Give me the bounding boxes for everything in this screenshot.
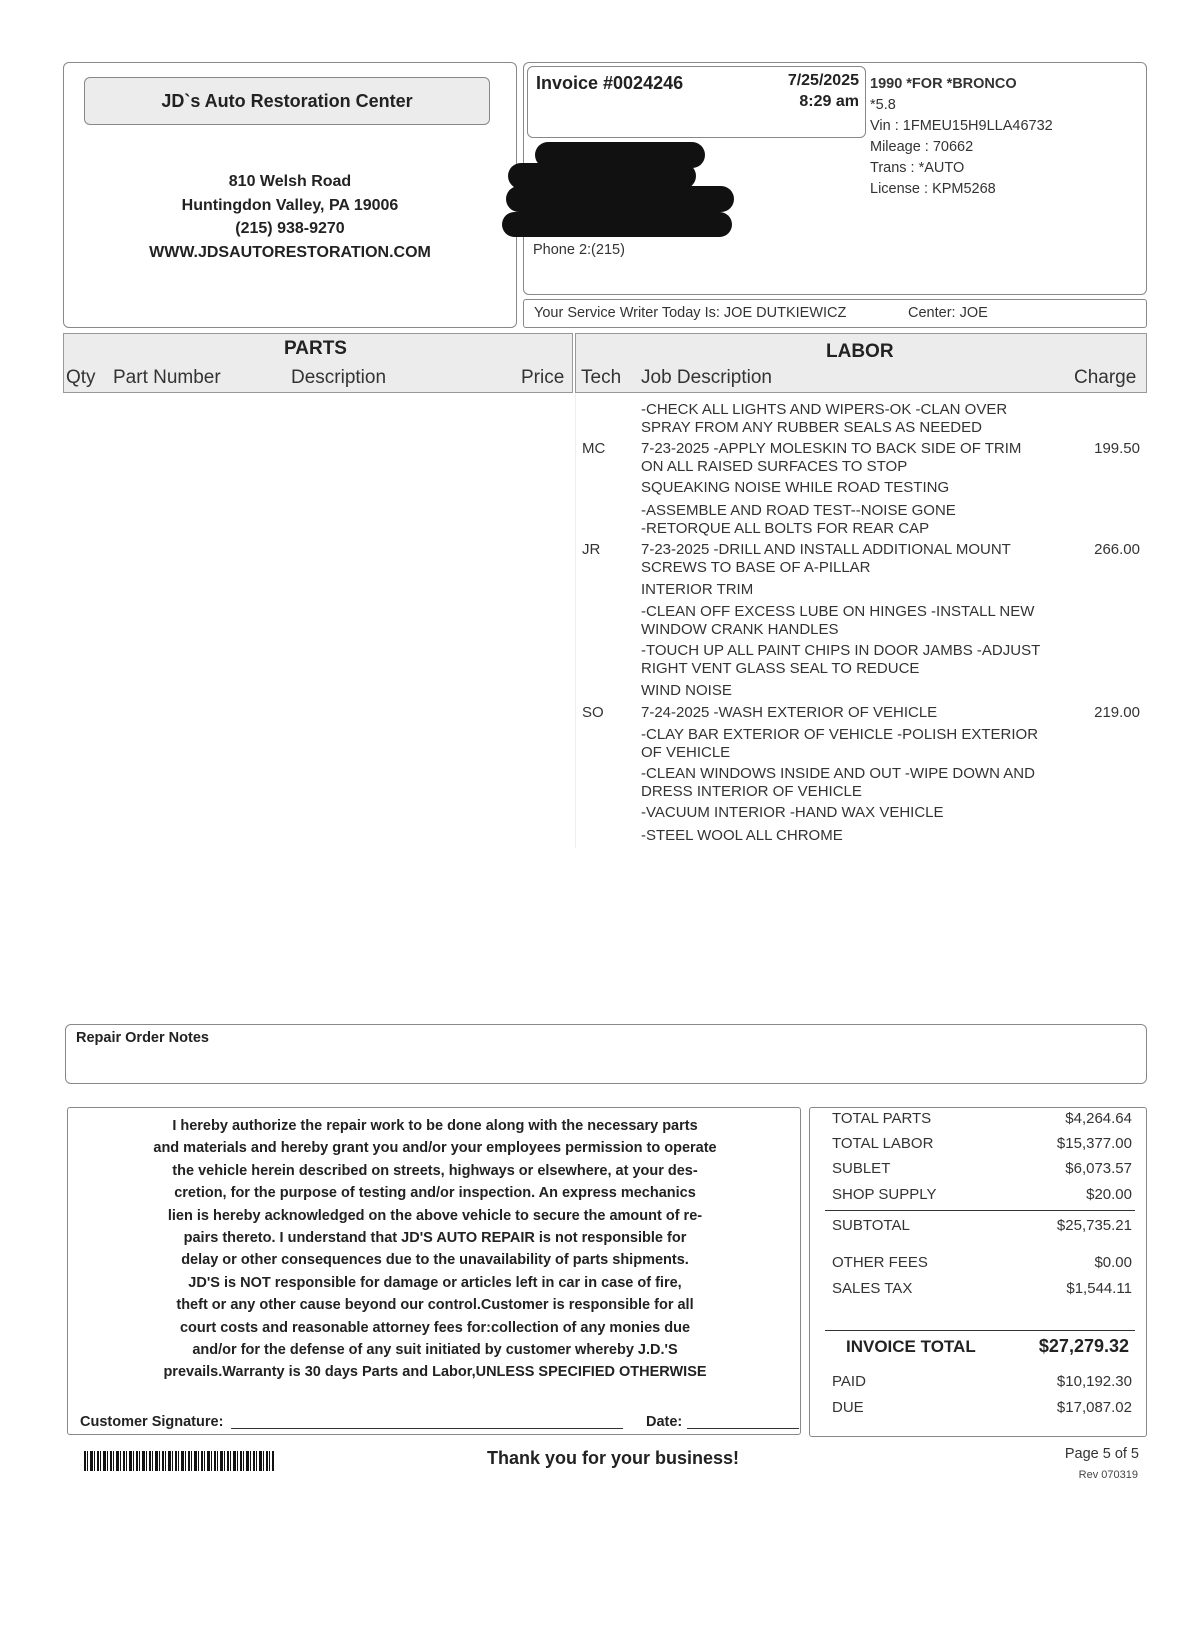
- labor-line: -CLEAN WINDOWS INSIDE AND OUT -WIPE DOWN AND DRESS INTERIOR OF VEHICLE: [641, 765, 1035, 800]
- service-center: Center: JOE: [908, 305, 988, 321]
- labor-line: -STEEL WOOL ALL CHROME: [641, 827, 843, 844]
- labor-line: 7-23-2025 -APPLY MOLESKIN TO BACK SIDE OF TRIM ON ALL RAISED SURFACES TO STOP: [641, 440, 1022, 475]
- column-charge: Charge: [1074, 367, 1137, 388]
- authorization-line: theft or any other cause beyond our control.Customer is responsible for all: [176, 1297, 694, 1314]
- phone-2: Phone 2:(215): [533, 242, 625, 258]
- other-fees-label: OTHER FEES: [832, 1254, 928, 1271]
- invoice-time: 8:29 am: [799, 93, 859, 110]
- authorization-line: delay or other consequences due to the unavailability of parts shipments.: [181, 1252, 689, 1269]
- labor-line: INTERIOR TRIM: [641, 581, 754, 598]
- vehicle-license: License : KPM5268: [870, 181, 996, 197]
- authorization-line: court costs and reasonable attorney fees for:collection of any monies due: [179, 1319, 691, 1336]
- page-number: Page 5 of 5: [1064, 1446, 1139, 1462]
- labor-tech: SO: [582, 704, 604, 721]
- subtotal-divider: [825, 1210, 1135, 1211]
- labor-line: SQUEAKING NOISE WHILE ROAD TESTING: [641, 479, 950, 496]
- barcode: [84, 1451, 274, 1471]
- authorization-line: JD'S is NOT responsible for damage or articles left in car in case of fire,: [188, 1274, 682, 1291]
- subtotal-label: SUBTOTAL: [832, 1217, 910, 1234]
- labor-charge: 219.00: [1094, 704, 1140, 721]
- thank-you-message: Thank you for your business!: [487, 1448, 740, 1468]
- vehicle-engine: *5.8: [870, 97, 896, 113]
- labor-line: -ASSEMBLE AND ROAD TEST--NOISE GONE -RETORQUE ALL BOLTS FOR REAR CAP: [641, 502, 956, 537]
- redaction-bar: [506, 186, 734, 212]
- labor-line: -CLEAN OFF EXCESS LUBE ON HINGES -INSTALL NEW WINDOW CRANK HANDLES: [641, 603, 1035, 638]
- vehicle-model: 1990 *FOR *BRONCO: [870, 76, 1017, 92]
- service-writer-box: [523, 299, 1147, 328]
- shop-supply-value: $20.00: [1086, 1186, 1132, 1203]
- column-tech: Tech: [581, 367, 622, 388]
- authorization-line: lien is hereby acknowledged on the above vehicle to secure the amount of re-: [167, 1207, 703, 1224]
- authorization-text: [70, 1115, 800, 1384]
- labor-line: -TOUCH UP ALL PAINT CHIPS IN DOOR JAMBS -ADJUST RIGHT VENT GLASS SEAL TO REDUCE: [641, 642, 1041, 677]
- sales-tax-label: SALES TAX: [832, 1280, 913, 1297]
- labor-column-divider: [575, 393, 576, 848]
- labor-section-title: LABOR: [826, 341, 894, 362]
- column-job-description: Job Description: [641, 367, 772, 388]
- total-parts-value: $4,264.64: [1065, 1110, 1132, 1127]
- date-line[interactable]: [687, 1428, 799, 1429]
- labor-tech: MC: [582, 440, 606, 457]
- sublet-value: $6,073.57: [1065, 1160, 1132, 1177]
- shop-address-line2: Huntingdon Valley, PA 19006: [181, 196, 399, 214]
- due-label: DUE: [832, 1399, 864, 1416]
- labor-line: WIND NOISE: [641, 682, 732, 699]
- invoice-date: 7/25/2025: [787, 72, 859, 89]
- shop-website: WWW.JDSAUTORESTORATION.COM: [149, 243, 431, 261]
- paid-label: PAID: [832, 1373, 866, 1390]
- invoice-total-divider: [825, 1330, 1135, 1331]
- vehicle-info: [870, 74, 1053, 200]
- redaction-bar: [502, 212, 732, 237]
- column-qty: Qty: [66, 367, 96, 388]
- labor-line: 7-23-2025 -DRILL AND INSTALL ADDITIONAL MOUNT SCREWS TO BASE OF A-PILLAR: [641, 541, 1011, 576]
- sublet-label: SUBLET: [832, 1160, 891, 1177]
- subtotal-value: $25,735.21: [1056, 1217, 1132, 1234]
- shop-address-line1: 810 Welsh Road: [228, 173, 352, 190]
- column-description: Description: [291, 367, 387, 388]
- total-labor-label: TOTAL LABOR: [832, 1135, 934, 1152]
- authorization-line: the vehicle herein described on streets, highways or elsewhere, at your des-: [172, 1162, 698, 1179]
- invoice-number: Invoice #0024246: [536, 73, 684, 93]
- authorization-line: and materials and hereby grant you and/or your employees permission to operate: [153, 1140, 717, 1157]
- parts-section-title: PARTS: [284, 338, 347, 359]
- vehicle-vin: Vin : 1FMEU15H9LLA46732: [870, 118, 1053, 134]
- authorization-line: cretion, for the purpose of testing and/or inspection. An express mechanics: [174, 1185, 696, 1202]
- invoice-total-value: $27,279.32: [1038, 1336, 1129, 1356]
- vehicle-mileage: Mileage : 70662: [870, 139, 974, 155]
- repair-order-notes-box: [65, 1024, 1147, 1084]
- labor-charge: 199.50: [1094, 440, 1140, 457]
- authorization-line: pairs thereto. I understand that JD'S AUTO REPAIR is not responsible for: [183, 1230, 687, 1247]
- labor-line: -VACUUM INTERIOR -HAND WAX VEHICLE: [641, 804, 944, 821]
- total-labor-value: $15,377.00: [1056, 1135, 1132, 1152]
- authorization-line: and/or for the defense of any suit initiated by customer whereby J.D.'S: [192, 1342, 678, 1359]
- labor-line: -CLAY BAR EXTERIOR OF VEHICLE -POLISH EXTERIOR OF VEHICLE: [641, 726, 1039, 761]
- invoice-header-box: [527, 66, 866, 138]
- shop-name-box: [84, 77, 490, 125]
- vehicle-trans: Trans : *AUTO: [870, 160, 965, 176]
- shop-address: [63, 170, 517, 264]
- labor-line: 7-24-2025 -WASH EXTERIOR OF VEHICLE: [641, 704, 938, 721]
- date-label: Date:: [646, 1414, 683, 1430]
- labor-charge: 266.00: [1094, 541, 1140, 558]
- column-part-number: Part Number: [113, 367, 221, 388]
- labor-tech: JR: [582, 541, 601, 558]
- invoice-total-label: INVOICE TOTAL: [846, 1337, 976, 1356]
- total-parts-label: TOTAL PARTS: [832, 1110, 932, 1127]
- authorization-line: I hereby authorize the repair work to be done along with the necessary parts: [172, 1118, 698, 1134]
- shop-name: JD`s Auto Restoration Center: [161, 91, 413, 111]
- revision: Rev 070319: [1078, 1469, 1138, 1481]
- due-value: $17,087.02: [1056, 1399, 1132, 1416]
- sales-tax-value: $1,544.11: [1066, 1280, 1132, 1297]
- customer-signature-line[interactable]: [231, 1428, 623, 1429]
- paid-value: $10,192.30: [1056, 1373, 1132, 1390]
- labor-line: -CHECK ALL LIGHTS AND WIPERS-OK -CLAN OVER SPRAY FROM ANY RUBBER SEALS AS NEEDED: [641, 401, 1008, 436]
- authorization-line: prevails.Warranty is 30 days Parts and Labor,UNLESS SPECIFIED OTHERWISE: [163, 1364, 707, 1381]
- repair-order-notes-title: Repair Order Notes: [76, 1030, 209, 1046]
- shop-supply-label: SHOP SUPPLY: [832, 1186, 937, 1203]
- column-price: Price: [521, 367, 565, 388]
- other-fees-value: $0.00: [1094, 1254, 1132, 1271]
- service-writer: Your Service Writer Today Is: JOE DUTKIEWICZ: [534, 305, 847, 321]
- customer-signature-label: Customer Signature:: [80, 1414, 224, 1430]
- shop-phone: (215) 938-9270: [235, 220, 345, 237]
